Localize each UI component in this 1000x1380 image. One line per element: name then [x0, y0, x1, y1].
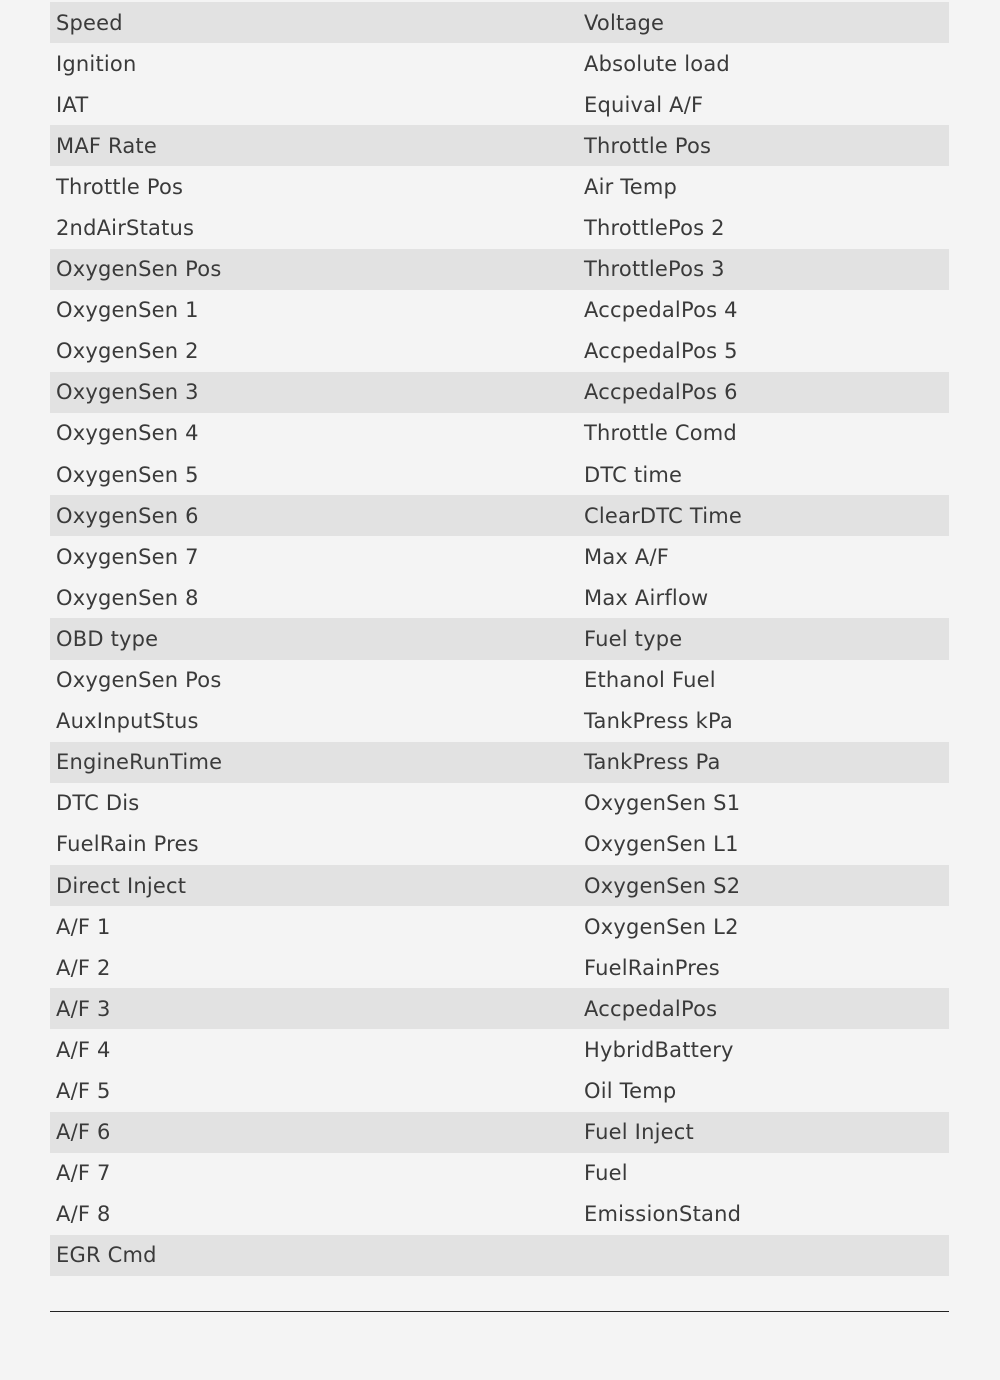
parameter-name-right: Throttle Pos [584, 133, 712, 158]
table-row [50, 783, 949, 824]
parameter-name-left: DTC Dis [56, 791, 140, 816]
table-row [50, 43, 949, 84]
parameter-name-right: Air Temp [584, 174, 678, 199]
parameter-name-left: AuxInputStus [56, 709, 199, 734]
parameter-name-left: OxygenSen 6 [56, 503, 199, 528]
parameter-name-right: Voltage [584, 10, 665, 35]
parameter-name-left: OxygenSen 1 [56, 298, 199, 323]
parameter-name-right: Max A/F [584, 544, 670, 569]
parameter-name-right: EmissionStand [584, 1202, 742, 1227]
table-row [50, 331, 949, 372]
parameter-name-right: Oil Temp [584, 1078, 677, 1103]
parameter-name-left: A/F 7 [56, 1161, 111, 1186]
parameter-name-left: EngineRunTime [56, 750, 223, 775]
table-row [50, 1194, 949, 1235]
parameter-name-right: Max Airflow [584, 585, 709, 610]
parameter-name-left: EGR Cmd [56, 1243, 157, 1268]
parameter-name-left: A/F 8 [56, 1202, 111, 1227]
parameter-name-right: TankPress Pa [584, 750, 721, 775]
table-row [50, 1029, 949, 1070]
parameter-name-right: Fuel [584, 1161, 628, 1186]
table-row [50, 577, 949, 618]
parameter-name-left: A/F 5 [56, 1078, 111, 1103]
table-row [50, 413, 949, 454]
parameter-name-right: AccpedalPos 6 [584, 380, 738, 405]
parameter-name-right: Equival A/F [584, 92, 704, 117]
parameter-name-left: OxygenSen 7 [56, 544, 199, 569]
table-row [50, 865, 949, 906]
table-row [50, 1153, 949, 1194]
parameter-table [50, 2, 949, 1276]
parameter-name-right: AccpedalPos 5 [584, 339, 738, 364]
parameter-name-right: Throttle Comd [584, 421, 737, 446]
parameter-name-left: OxygenSen 3 [56, 380, 199, 405]
parameter-name-left: A/F 1 [56, 914, 111, 939]
parameter-name-left: Speed [56, 10, 123, 35]
parameter-name-right: FuelRainPres [584, 955, 720, 980]
table-row [50, 2, 949, 43]
parameter-name-right: ThrottlePos 2 [584, 216, 725, 241]
parameter-name-left: A/F 6 [56, 1120, 111, 1145]
parameter-name-right: ThrottlePos 3 [584, 257, 725, 282]
table-row [50, 824, 949, 865]
table-row [50, 536, 949, 577]
parameter-name-left: OxygenSen 8 [56, 585, 199, 610]
table-row [50, 454, 949, 495]
parameter-name-left: A/F 4 [56, 1037, 111, 1062]
parameter-name-right: OxygenSen S2 [584, 873, 741, 898]
parameter-name-right: OxygenSen L2 [584, 914, 739, 939]
parameter-name-right: Fuel Inject [584, 1120, 694, 1145]
parameter-name-left: Throttle Pos [56, 174, 184, 199]
table-row [50, 701, 949, 742]
parameter-name-left: Ignition [56, 51, 137, 76]
parameter-name-left: A/F 2 [56, 955, 111, 980]
table-row [50, 372, 949, 413]
table-row [50, 495, 949, 536]
table-row [50, 1070, 949, 1111]
parameter-name-right: AccpedalPos [584, 996, 718, 1021]
parameter-name-left: Direct Inject [56, 873, 187, 898]
table-row [50, 125, 949, 166]
parameter-name-right: TankPress kPa [584, 709, 733, 734]
table-row [50, 618, 949, 659]
parameter-name-left: OxygenSen 2 [56, 339, 199, 364]
parameter-name-right: Absolute load [584, 51, 730, 76]
table-row [50, 166, 949, 207]
table-row [50, 906, 949, 947]
parameter-name-right: DTC time [584, 462, 683, 487]
parameter-name-left: IAT [56, 92, 89, 117]
parameter-name-left: OBD type [56, 626, 159, 651]
table-row [50, 1235, 949, 1276]
bottom-divider [50, 1311, 949, 1312]
parameter-name-right: ClearDTC Time [584, 503, 743, 528]
table-row [50, 290, 949, 331]
table-row [50, 1112, 949, 1153]
table-row [50, 742, 949, 783]
parameter-name-left: A/F 3 [56, 996, 111, 1021]
parameter-name-right: OxygenSen L1 [584, 832, 739, 857]
parameter-name-right: OxygenSen S1 [584, 791, 741, 816]
parameter-name-left: OxygenSen Pos [56, 668, 222, 693]
parameter-name-left: OxygenSen 4 [56, 421, 199, 446]
parameter-name-left: MAF Rate [56, 133, 157, 158]
parameter-name-left: 2ndAirStatus [56, 216, 195, 241]
table-row [50, 249, 949, 290]
parameter-name-right: Ethanol Fuel [584, 668, 716, 693]
table-row [50, 947, 949, 988]
parameter-name-right: AccpedalPos 4 [584, 298, 738, 323]
table-row [50, 660, 949, 701]
table-row [50, 207, 949, 248]
parameter-name-right: Fuel type [584, 626, 683, 651]
parameter-name-left: OxygenSen 5 [56, 462, 199, 487]
table-row [50, 988, 949, 1029]
parameter-name-right: HybridBattery [584, 1037, 734, 1062]
parameter-name-left: FuelRain Pres [56, 832, 199, 857]
table-row [50, 84, 949, 125]
parameter-name-left: OxygenSen Pos [56, 257, 222, 282]
